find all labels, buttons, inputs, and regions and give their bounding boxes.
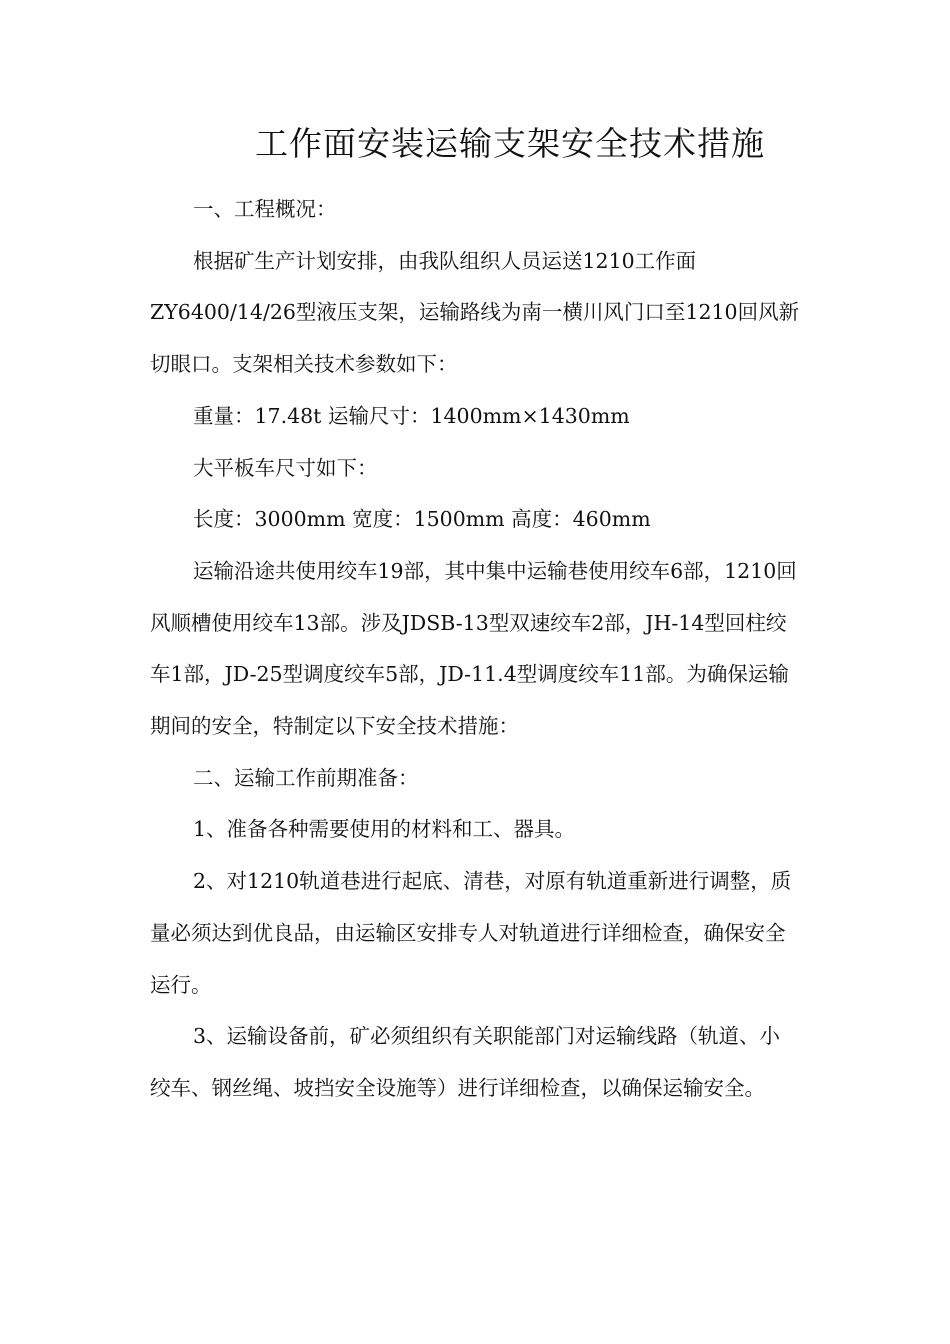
paragraph-weight-size: 重量：17.48t 运输尺寸：1400mm×1430mm — [193, 403, 630, 428]
list-item-2: 2、对1210轨道巷进行起底、清巷，对原有轨道重新进行调整，质量必须达到优良品，由运输区安排专人对轨道进行详细检查，确保安全运行。 — [150, 869, 792, 997]
paragraph-flatcar-size: 长度：3000mm 宽度：1500mm 高度：460mm — [193, 507, 651, 532]
list-item-3: 3、运输设备前，矿必须组织有关职能部门对运输线路（轨道、小绞车、钢丝绳、坡挡安全设施等）进行详细检查，以确保运输安全。 — [150, 1024, 781, 1100]
document-title: 工作面安装运输支架安全技术措施 — [255, 124, 765, 163]
paragraph-flatcar-heading: 大平板车尺寸如下： — [193, 455, 378, 480]
section-heading-overview: 一、工程概况： — [193, 197, 337, 221]
list-item-1: 1、准备各种需要使用的材料和工、器具。 — [193, 817, 576, 842]
document-body — [150, 184, 800, 1115]
paragraph-winches: 运输沿途共使用绞车19部，其中集中运输巷使用绞车6部，1210回风顺槽使用绞车13部。涉及JDSB-13型双速绞车2部，JH-14型回柱绞车1部，JD-25型调度绞车5部，JD-11.4型调度绞车11部。为确保运输期间的安全，特制定以下安全技术措施： — [150, 558, 797, 739]
paragraph-plan: 根据矿生产计划安排，由我队组织人员运送1210工作面ZY6400/14/26型液压支架，运输路线为南一横川风门口至1210回风新切眼口。支架相关技术参数如下： — [150, 248, 800, 377]
section-heading-preparation: 二、运输工作前期准备： — [193, 765, 419, 790]
